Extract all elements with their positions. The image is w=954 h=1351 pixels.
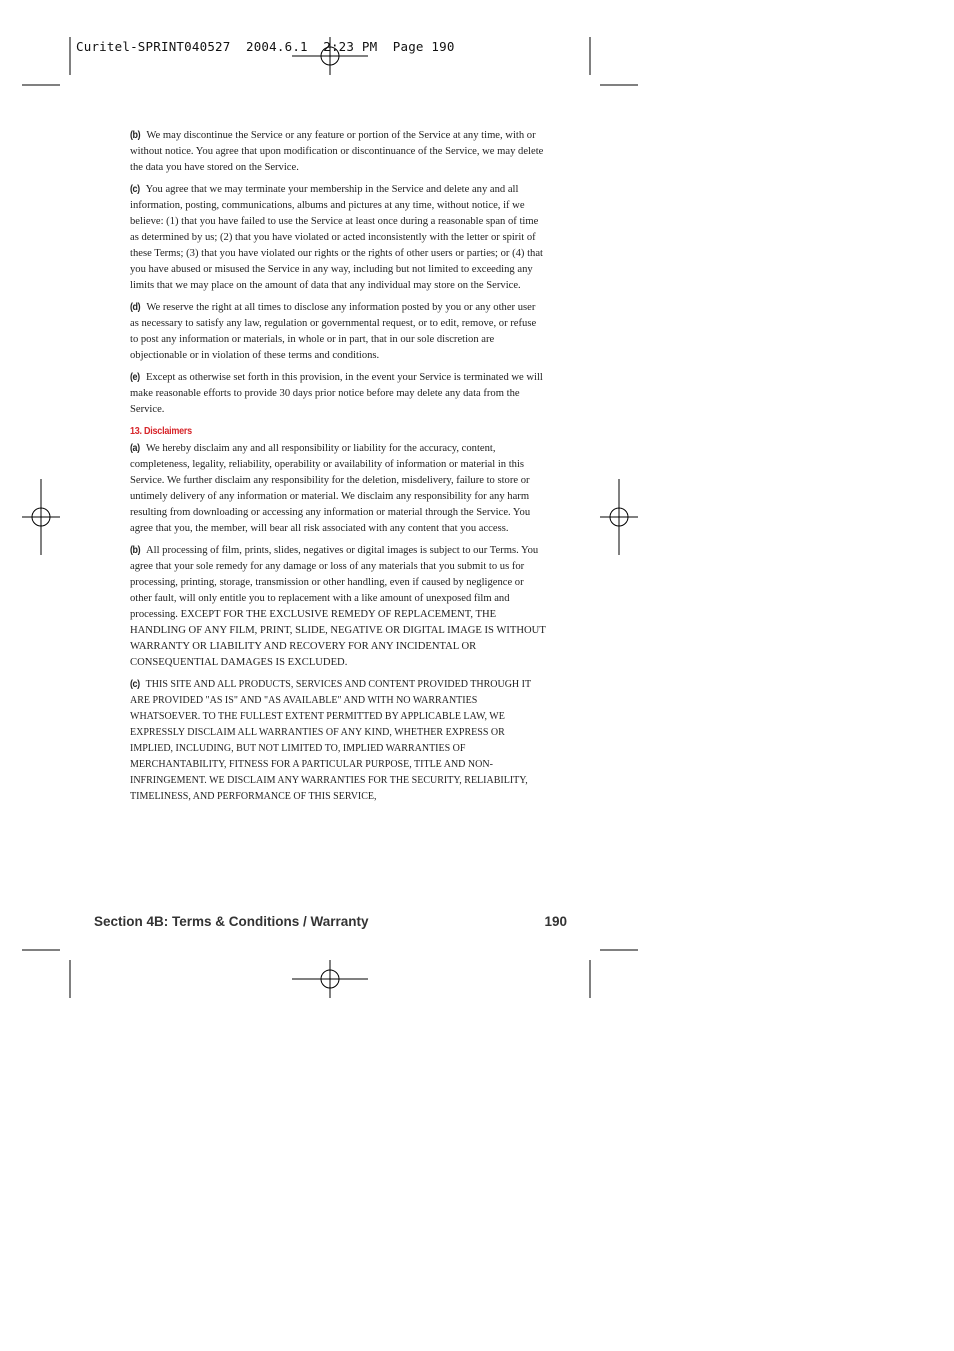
clause-text: You agree that we may terminate your membership in the Service and delete any and all information, posting, communications, albums and pictures at any time, without notice, if we believe: (1) that you have failed to use the Service at least once during a reasonable span of time as determined by us; (2) that you have violated or acted inconsistently with the letter or spirit of these Terms; (3) that you have violated our rights or the rights of other users or parties; or (4) that you have abused or misused the Service in any way, including but not limited to exceeding any limits that we may place on the amount of data that any individual may store on the Service.: [130, 184, 543, 291]
page-footer: [94, 914, 567, 929]
clause-paragraph: [130, 676, 546, 805]
clause-paragraph: [130, 369, 546, 418]
clause-paragraph: [130, 127, 546, 176]
page-number: 190: [544, 914, 567, 929]
clause-label: (c): [130, 678, 140, 690]
clause-label: (b): [130, 544, 141, 556]
clause-paragraph: [130, 440, 546, 537]
section-heading: 13. Disclaimers: [130, 425, 192, 437]
printer-slug-line: Curitel-SPRINT040527 2004.6.1 2:23 PM Page 190: [76, 39, 455, 54]
clause-paragraph: [130, 542, 546, 671]
clause-paragraph: [130, 181, 546, 294]
clause-paragraph: [130, 299, 546, 364]
clause-label: (c): [130, 183, 140, 195]
terms-body: [130, 127, 546, 810]
footer-section-title: Section 4B: Terms & Conditions / Warranty: [94, 914, 369, 929]
clause-text: We hereby disclaim any and all responsibility or liability for the accuracy, content, completeness, legality, reliability, operability or availability of information or material in this Service. We further disclaim any responsibility for the deletion, misdelivery, failure to store or untimely delivery of any information or material. We disclaim any responsibility for any harm resulting from downloading or accessing any information or material through the Service. You agree that you, the member, will bear all risk associated with any content that you access.: [130, 443, 531, 534]
clause-text: Except as otherwise set forth in this provision, in the event your Service is terminated we will make reasonable efforts to provide 30 days prior notice before may delete any data from the Service.: [130, 372, 543, 415]
clause-text: All processing of film, prints, slides, negatives or digital images is subject to our Terms. You agree that your sole remedy for any damage or loss of any materials that you submit to us for processing, printing, storage, transmission or other handling, even if caused by negligence or other fault, will only entitle you to replacement with a like amount of unexposed film and processing. EXCEPT FOR THE EXCLUSIVE REMEDY OF REPLACEMENT, THE HANDLING OF ANY FILM, PRINT, SLIDE, NEGATIVE OR DIGITAL IMAGE IS WITHOUT WARRANTY OR LIABILITY AND RECOVERY FOR ANY INCIDENTAL OR CONSEQUENTIAL DAMAGES IS EXCLUDED.: [130, 545, 546, 668]
clause-label: (e): [130, 371, 140, 383]
clause-text: We may discontinue the Service or any feature or portion of the Service at any time, with or without notice. You agree that upon modification or discontinuance of the Service, we may delete the data you have stored on the Service.: [130, 130, 544, 173]
clause-label: (b): [130, 129, 141, 141]
clause-label: (a): [130, 442, 140, 454]
clause-label: (d): [130, 301, 141, 313]
clause-text: THIS SITE AND ALL PRODUCTS, SERVICES AND CONTENT PROVIDED THROUGH IT ARE PROVIDED "AS IS" AND "AS AVAILABLE" AND WITH NO WARRANTIES WHATSOEVER. TO THE FULLEST EXTENT PERMITTED BY APPLICABLE LAW, WE EXPRESSLY DISCLAIM ALL WARRANTIES OF ANY KIND, WHETHER EXPRESS OR IMPLIED, INCLUDING, BUT NOT LIMITED TO, IMPLIED WARRANTIES OF MERCHANTABILITY, FITNESS FOR A PARTICULAR PURPOSE, TITLE AND NON-INFRINGEMENT. WE DISCLAIM ANY WARRANTIES FOR THE SECURITY, RELIABILITY, TIMELINESS, AND PERFORMANCE OF THIS SERVICE,: [130, 679, 531, 802]
clause-text: We reserve the right at all times to disclose any information posted by you or any other user as necessary to satisfy any law, regulation or governmental request, or to edit, remove, or refuse to post any information or materials, in whole or in part, that in our sole discretion are objectionable or in violation of these terms and conditions.: [130, 302, 537, 361]
